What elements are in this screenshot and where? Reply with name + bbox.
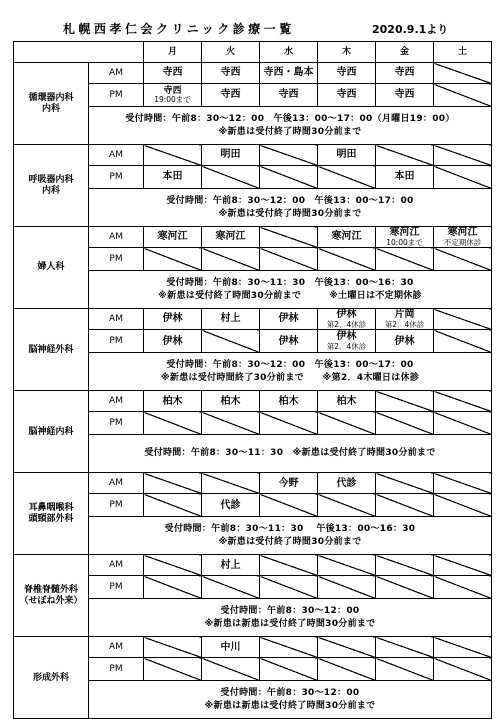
doctor-name: 寺西 [336, 89, 357, 101]
doctor-name: 寒河江 [389, 227, 420, 238]
closed-cell [144, 473, 202, 494]
page-title: 札幌西孝仁会クリニック診療一覧 [63, 22, 295, 36]
closed-cell [260, 166, 318, 189]
doctor-name: 代診 [220, 499, 241, 511]
doctor-cell [144, 391, 202, 412]
closed-cell [318, 248, 376, 271]
closed-cell [434, 84, 492, 107]
department-name [14, 391, 89, 473]
closed-cell [144, 576, 202, 599]
department-name [14, 309, 89, 391]
doctor-cell [318, 330, 376, 353]
reception-hours [89, 189, 492, 227]
department-label: 呼吸器内科 [28, 175, 74, 186]
doctor-name: 伊林 [278, 313, 299, 325]
closed-cell [144, 412, 202, 435]
am-label: AM [89, 555, 144, 576]
closed-cell [202, 248, 260, 271]
doctor-name: 柏木 [278, 395, 299, 407]
closed-cell [202, 330, 260, 353]
reception-hours [89, 107, 492, 145]
closed-cell [260, 637, 318, 658]
department-label: 内科 [41, 103, 60, 114]
reception-time: 受付時間：午前8：30〜12：00 午後13：00〜17：00 [166, 359, 414, 370]
doctor-cell [260, 63, 318, 84]
doctor-name: 村上 [220, 313, 241, 325]
effective-date: 2020.9.1より [372, 23, 449, 36]
closed-cell [260, 227, 318, 248]
closed-cell [434, 637, 492, 658]
new-patient-note: ※新患は新患は受付終了時間30分前まで [204, 618, 376, 629]
doctor-cell [318, 145, 376, 166]
am-label: AM [89, 391, 144, 412]
reception-time: 受付時間：午前8：30〜11：30 午後13：00〜16：30 [164, 523, 416, 534]
closed-cell [434, 576, 492, 599]
doctor-name: 寒河江 [447, 227, 478, 238]
closed-cell [318, 658, 376, 681]
day-header: 木 [318, 42, 376, 63]
doctor-cell [260, 84, 318, 107]
doctor-cell [260, 473, 318, 494]
closed-cell [318, 576, 376, 599]
closed-cell [260, 555, 318, 576]
closed-cell [376, 576, 434, 599]
day-header: 土 [434, 42, 492, 63]
reception-hours [89, 353, 492, 391]
closed-cell [434, 555, 492, 576]
reception-time: 受付時間：午前8：30〜12：00 [220, 687, 360, 698]
doctor-name: 伊林 [162, 335, 183, 347]
new-patient-note: ※新患は受付終了時間30分前まで [218, 208, 362, 219]
schedule-row [14, 63, 492, 84]
doctor-cell [376, 227, 434, 248]
schedule-row [14, 637, 492, 658]
doctor-name: 今野 [278, 477, 299, 489]
doctor-name: 代診 [336, 477, 357, 489]
new-patient-note: ※新患は受付終了時間30分前まで [218, 536, 362, 547]
doctor-note: 19:00まで [154, 94, 191, 104]
department-label: 脊椎脊髄外科 [23, 585, 78, 596]
reception-time: 受付時間：午前8：30〜12：00 [220, 605, 360, 616]
department-name [14, 637, 89, 719]
closed-cell [434, 412, 492, 435]
closed-cell [434, 63, 492, 84]
doctor-name: 寺西 [394, 89, 415, 101]
closed-cell [202, 576, 260, 599]
department-label: 婦人科 [37, 262, 65, 273]
am-label: AM [89, 309, 144, 330]
schedule-row [14, 473, 492, 494]
doctor-cell [202, 145, 260, 166]
day-header: 月 [144, 42, 202, 63]
closed-cell [434, 473, 492, 494]
am-label: AM [89, 227, 144, 248]
doctor-cell [318, 473, 376, 494]
department-name [14, 227, 89, 309]
reception-time: 受付時間：午前8：30〜12：00 午後13：00〜17：00 [166, 195, 414, 206]
doctor-name: 伊林 [336, 309, 357, 321]
closed-cell [434, 309, 492, 330]
doctor-cell [318, 63, 376, 84]
doctor-cell [376, 63, 434, 84]
doctor-name: 伊林 [394, 335, 415, 347]
doctor-cell [260, 391, 318, 412]
doctor-name: 伊林 [162, 313, 183, 325]
department-name [14, 473, 89, 555]
new-patient-note: ※新患は受付時間終了30分前まで ※第2．4木曜日は休診 [160, 372, 420, 383]
doctor-cell [144, 166, 202, 189]
doctor-note: 第2．4休診 [384, 319, 425, 329]
doctor-cell [202, 84, 260, 107]
doctor-name: 片岡 [394, 309, 415, 321]
doctor-note: 10:00まで [386, 237, 423, 247]
day-header: 金 [376, 42, 434, 63]
closed-cell [376, 248, 434, 271]
schedule-row [14, 391, 492, 412]
doctor-cell [202, 637, 260, 658]
closed-cell [260, 494, 318, 517]
doctor-cell [144, 309, 202, 330]
closed-cell [202, 658, 260, 681]
doctor-cell [202, 391, 260, 412]
pm-label: PM [89, 576, 144, 599]
department-name [14, 63, 89, 145]
doctor-name: 寺西・島本 [263, 67, 314, 79]
department-label: 形成外科 [32, 672, 69, 683]
doctor-name: 本田 [162, 171, 183, 183]
closed-cell [376, 658, 434, 681]
reception-hours [89, 681, 492, 719]
doctor-cell [144, 84, 202, 107]
doctor-name: 本田 [394, 171, 415, 183]
department-label: 頭頸部外科 [28, 513, 74, 524]
closed-cell [144, 248, 202, 271]
doctor-name: 寺西 [220, 89, 241, 101]
closed-cell [434, 658, 492, 681]
reception-hours [89, 435, 492, 473]
closed-cell [318, 637, 376, 658]
am-label: AM [89, 63, 144, 84]
reception-hours [89, 599, 492, 637]
department-name [14, 145, 89, 227]
doctor-name: 柏木 [220, 395, 241, 407]
doctor-name: 伊林 [278, 335, 299, 347]
doctor-cell [376, 330, 434, 353]
doctor-cell [376, 309, 434, 330]
closed-cell [144, 637, 202, 658]
doctor-name: 柏木 [336, 395, 357, 407]
doctor-cell [376, 84, 434, 107]
schedule-row [14, 145, 492, 166]
closed-cell [376, 473, 434, 494]
closed-cell [434, 166, 492, 189]
doctor-name: 村上 [220, 559, 241, 571]
closed-cell [376, 412, 434, 435]
closed-cell [202, 473, 260, 494]
am-label: AM [89, 145, 144, 166]
doctor-cell [202, 555, 260, 576]
pm-label: PM [89, 84, 144, 107]
doctor-cell [202, 227, 260, 248]
doctor-cell [318, 309, 376, 330]
am-label: AM [89, 637, 144, 658]
am-label: AM [89, 473, 144, 494]
reception-hours [89, 271, 492, 309]
closed-cell [260, 576, 318, 599]
doctor-cell [434, 227, 492, 248]
doctor-cell [202, 63, 260, 84]
day-header: 火 [202, 42, 260, 63]
day-header: 水 [260, 42, 318, 63]
closed-cell [434, 145, 492, 166]
header-blank [14, 42, 144, 63]
closed-cell [434, 248, 492, 271]
doctor-note: 第2．4休診 [326, 341, 367, 351]
closed-cell [260, 658, 318, 681]
department-label: 脳神経内科 [28, 426, 74, 437]
doctor-cell [318, 84, 376, 107]
closed-cell [144, 555, 202, 576]
closed-cell [318, 494, 376, 517]
doctor-cell [260, 309, 318, 330]
new-patient-note: ※新患は受付終了時間30分前まで [218, 126, 362, 137]
closed-cell [376, 391, 434, 412]
pm-label: PM [89, 166, 144, 189]
department-label: 循環器内科 [28, 93, 74, 104]
closed-cell [434, 494, 492, 517]
doctor-name: 中川 [220, 641, 241, 653]
closed-cell [376, 494, 434, 517]
schedule-row [14, 227, 492, 248]
reception-time: 受付時間：午前8：30〜11：30 ※新患は受付終了時間30分前まで [144, 448, 436, 459]
schedule-row [14, 555, 492, 576]
pm-label: PM [89, 330, 144, 353]
doctor-cell [318, 227, 376, 248]
schedule-row [14, 309, 492, 330]
closed-cell [434, 391, 492, 412]
day-header-row [14, 42, 492, 63]
pm-label: PM [89, 658, 144, 681]
doctor-cell [376, 166, 434, 189]
department-label: 耳鼻咽喉科 [28, 503, 74, 514]
closed-cell [318, 166, 376, 189]
pm-label: PM [89, 412, 144, 435]
closed-cell [144, 145, 202, 166]
closed-cell [376, 637, 434, 658]
closed-cell [376, 145, 434, 166]
doctor-name: 寺西 [220, 67, 241, 79]
doctor-note: 不定期休診 [443, 237, 482, 247]
doctor-cell [144, 227, 202, 248]
new-patient-note: ※新患は受付終了時間30分前まで ※土曜日は不定期休診 [158, 290, 422, 301]
doctor-name: 寺西 [162, 67, 183, 79]
reception-time: 受付時間：午前8：30〜12：00 午後13：00〜17：00（月曜日19：00） [125, 113, 455, 124]
doctor-cell [144, 330, 202, 353]
department-label: 脳神経外科 [28, 344, 74, 355]
schedule-table [13, 41, 492, 719]
closed-cell [434, 330, 492, 353]
reception-hours [89, 517, 492, 555]
closed-cell [260, 145, 318, 166]
closed-cell [144, 658, 202, 681]
doctor-name: 寺西 [163, 85, 182, 96]
doctor-name: 寺西 [394, 67, 415, 79]
doctor-name: 柏木 [162, 395, 183, 407]
doctor-cell [318, 391, 376, 412]
closed-cell [202, 412, 260, 435]
doctor-cell [144, 63, 202, 84]
closed-cell [376, 555, 434, 576]
reception-time: 受付時間：午前8：30〜11：30 午後13：00〜16：30 [166, 277, 414, 288]
closed-cell [260, 412, 318, 435]
pm-label: PM [89, 248, 144, 271]
doctor-name: 伊林 [336, 331, 357, 343]
closed-cell [318, 555, 376, 576]
closed-cell [202, 166, 260, 189]
doctor-name: 明田 [220, 149, 241, 161]
pm-label: PM [89, 494, 144, 517]
doctor-name: 明田 [336, 149, 357, 161]
doctor-cell [202, 309, 260, 330]
department-name [14, 555, 89, 637]
doctor-name: 寺西 [336, 67, 357, 79]
department-label: 内科 [41, 185, 60, 196]
new-patient-note: ※新患は新患は受付終了時間30分前まで [204, 700, 376, 711]
closed-cell [144, 494, 202, 517]
doctor-cell [260, 330, 318, 353]
doctor-name: 寒河江 [331, 231, 362, 243]
department-label: （せぼね外来） [19, 595, 83, 606]
doctor-name: 寒河江 [215, 231, 246, 243]
closed-cell [260, 248, 318, 271]
doctor-name: 寺西 [278, 89, 299, 101]
doctor-note: 第2．4休診 [326, 319, 367, 329]
doctor-cell [202, 494, 260, 517]
closed-cell [318, 412, 376, 435]
doctor-name: 寒河江 [157, 231, 188, 243]
